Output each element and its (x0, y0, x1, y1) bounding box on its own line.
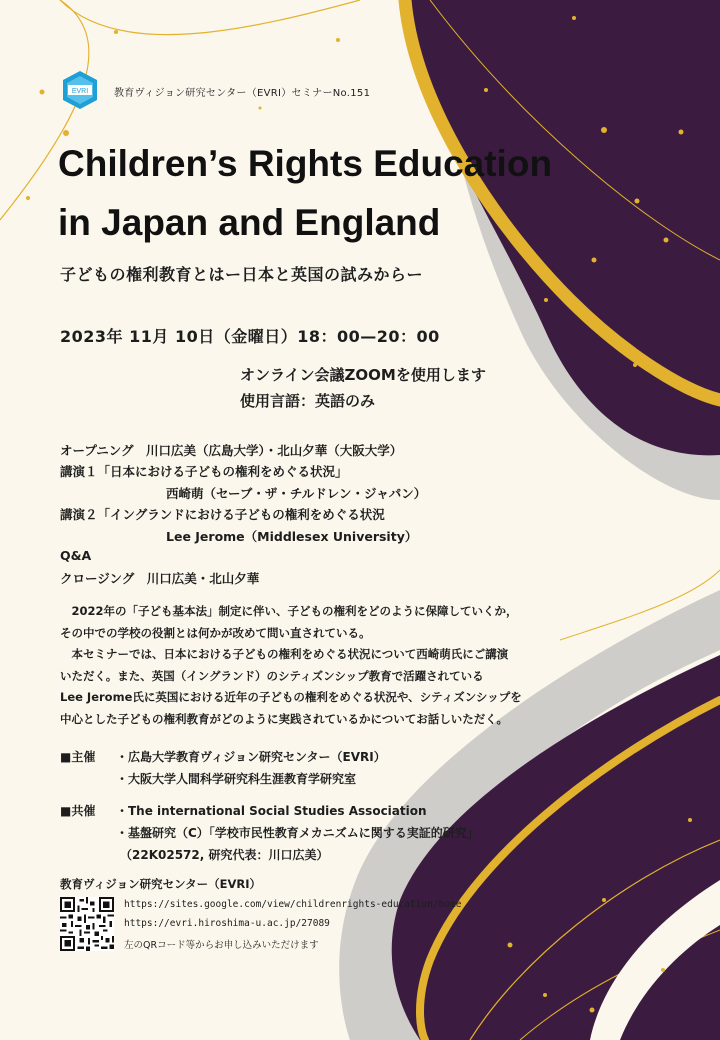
registration-link[interactable]: https://sites.google.com/view/childrenrights-education/home (124, 899, 462, 910)
subtitle: 子どもの権利教育とはー日本と英国の試みからー (60, 265, 424, 284)
cohost-grant: （22K02572, 研究代表：川口広美） (120, 848, 329, 862)
host-item: ・大阪大学人間科学研究科生涯教育学研究室 (116, 772, 357, 786)
footer-org: 教育ヴィジョン研究センター（EVRI） (60, 877, 262, 891)
title-line-1: Children’s Rights Education (58, 143, 553, 184)
seminar-series: 教育ヴィジョン研究センター（EVRI）セミナーNo.151 (114, 88, 371, 99)
description (60, 601, 630, 730)
cohost-label: ■共催 (60, 804, 96, 818)
program-speaker-1: 西崎萌（セーブ・ザ・チルドレン・ジャパン） (166, 486, 427, 501)
description-line: 中心とした子どもの権利教育がどのように実践されているかについてお話しいただく。 (60, 711, 509, 726)
evri-logo (60, 70, 100, 110)
description-line: 2022年の「子ども基本法」制定に伴い、子どもの権利をどのように保障していくか， (60, 604, 518, 618)
logo-text: EVRI (71, 88, 89, 95)
description-line: 本セミナーでは、日本における子どもの権利をめぐる状況について西崎萌氏にご講演 (60, 647, 509, 661)
event-datetime: 2023年 11月 10日（金曜日）18：00—20：00 (60, 327, 440, 346)
program-talk-2: 講演２「イングランドにおける子どもの権利をめぐる状況 (60, 507, 385, 522)
program-opening: オープニング 川口広美（広島大学）・北山夕華（大阪大学） (60, 443, 403, 458)
qr-note: 左のQRコード等からお申し込みいただけます (124, 940, 319, 951)
program-talk-1: 講演１「日本における子どもの権利をめぐる状況」 (60, 464, 348, 479)
evri-link[interactable]: https://evri.hiroshima-u.ac.jp/27089 (124, 918, 330, 929)
description-line: いただく。また、英国（イングランド）のシティズンシップ教育で活躍されている (60, 668, 484, 683)
title-line-2: in Japan and England (58, 202, 441, 243)
language-notice: 使用言語：英語のみ (240, 392, 376, 410)
description-line: Lee Jerome氏に英国における近年の子どもの権利をめぐる状況や、シティズンシップを (60, 690, 522, 704)
host-label: ■主催 (60, 750, 96, 764)
program-speaker-2: Lee Jerome（Middlesex University） (166, 529, 418, 544)
qr-code[interactable] (60, 897, 114, 951)
program-qa: Q&A (60, 548, 92, 563)
online-notice: オンライン会議ZOOMを使用します (240, 366, 486, 384)
cohost-item: ・The international Social Studies Association (116, 804, 427, 818)
host-item: ・広島大学教育ヴィジョン研究センター（EVRI） (116, 750, 386, 764)
program-closing: クロージング 川口広美・北山夕華 (60, 571, 260, 586)
description-line: その中での学校の役割とは何かが改めて問い直されている。 (60, 625, 371, 640)
cohost-item: ・基盤研究（C）「学校市民性教育メカニズムに関する実証的研究」 (116, 826, 479, 840)
